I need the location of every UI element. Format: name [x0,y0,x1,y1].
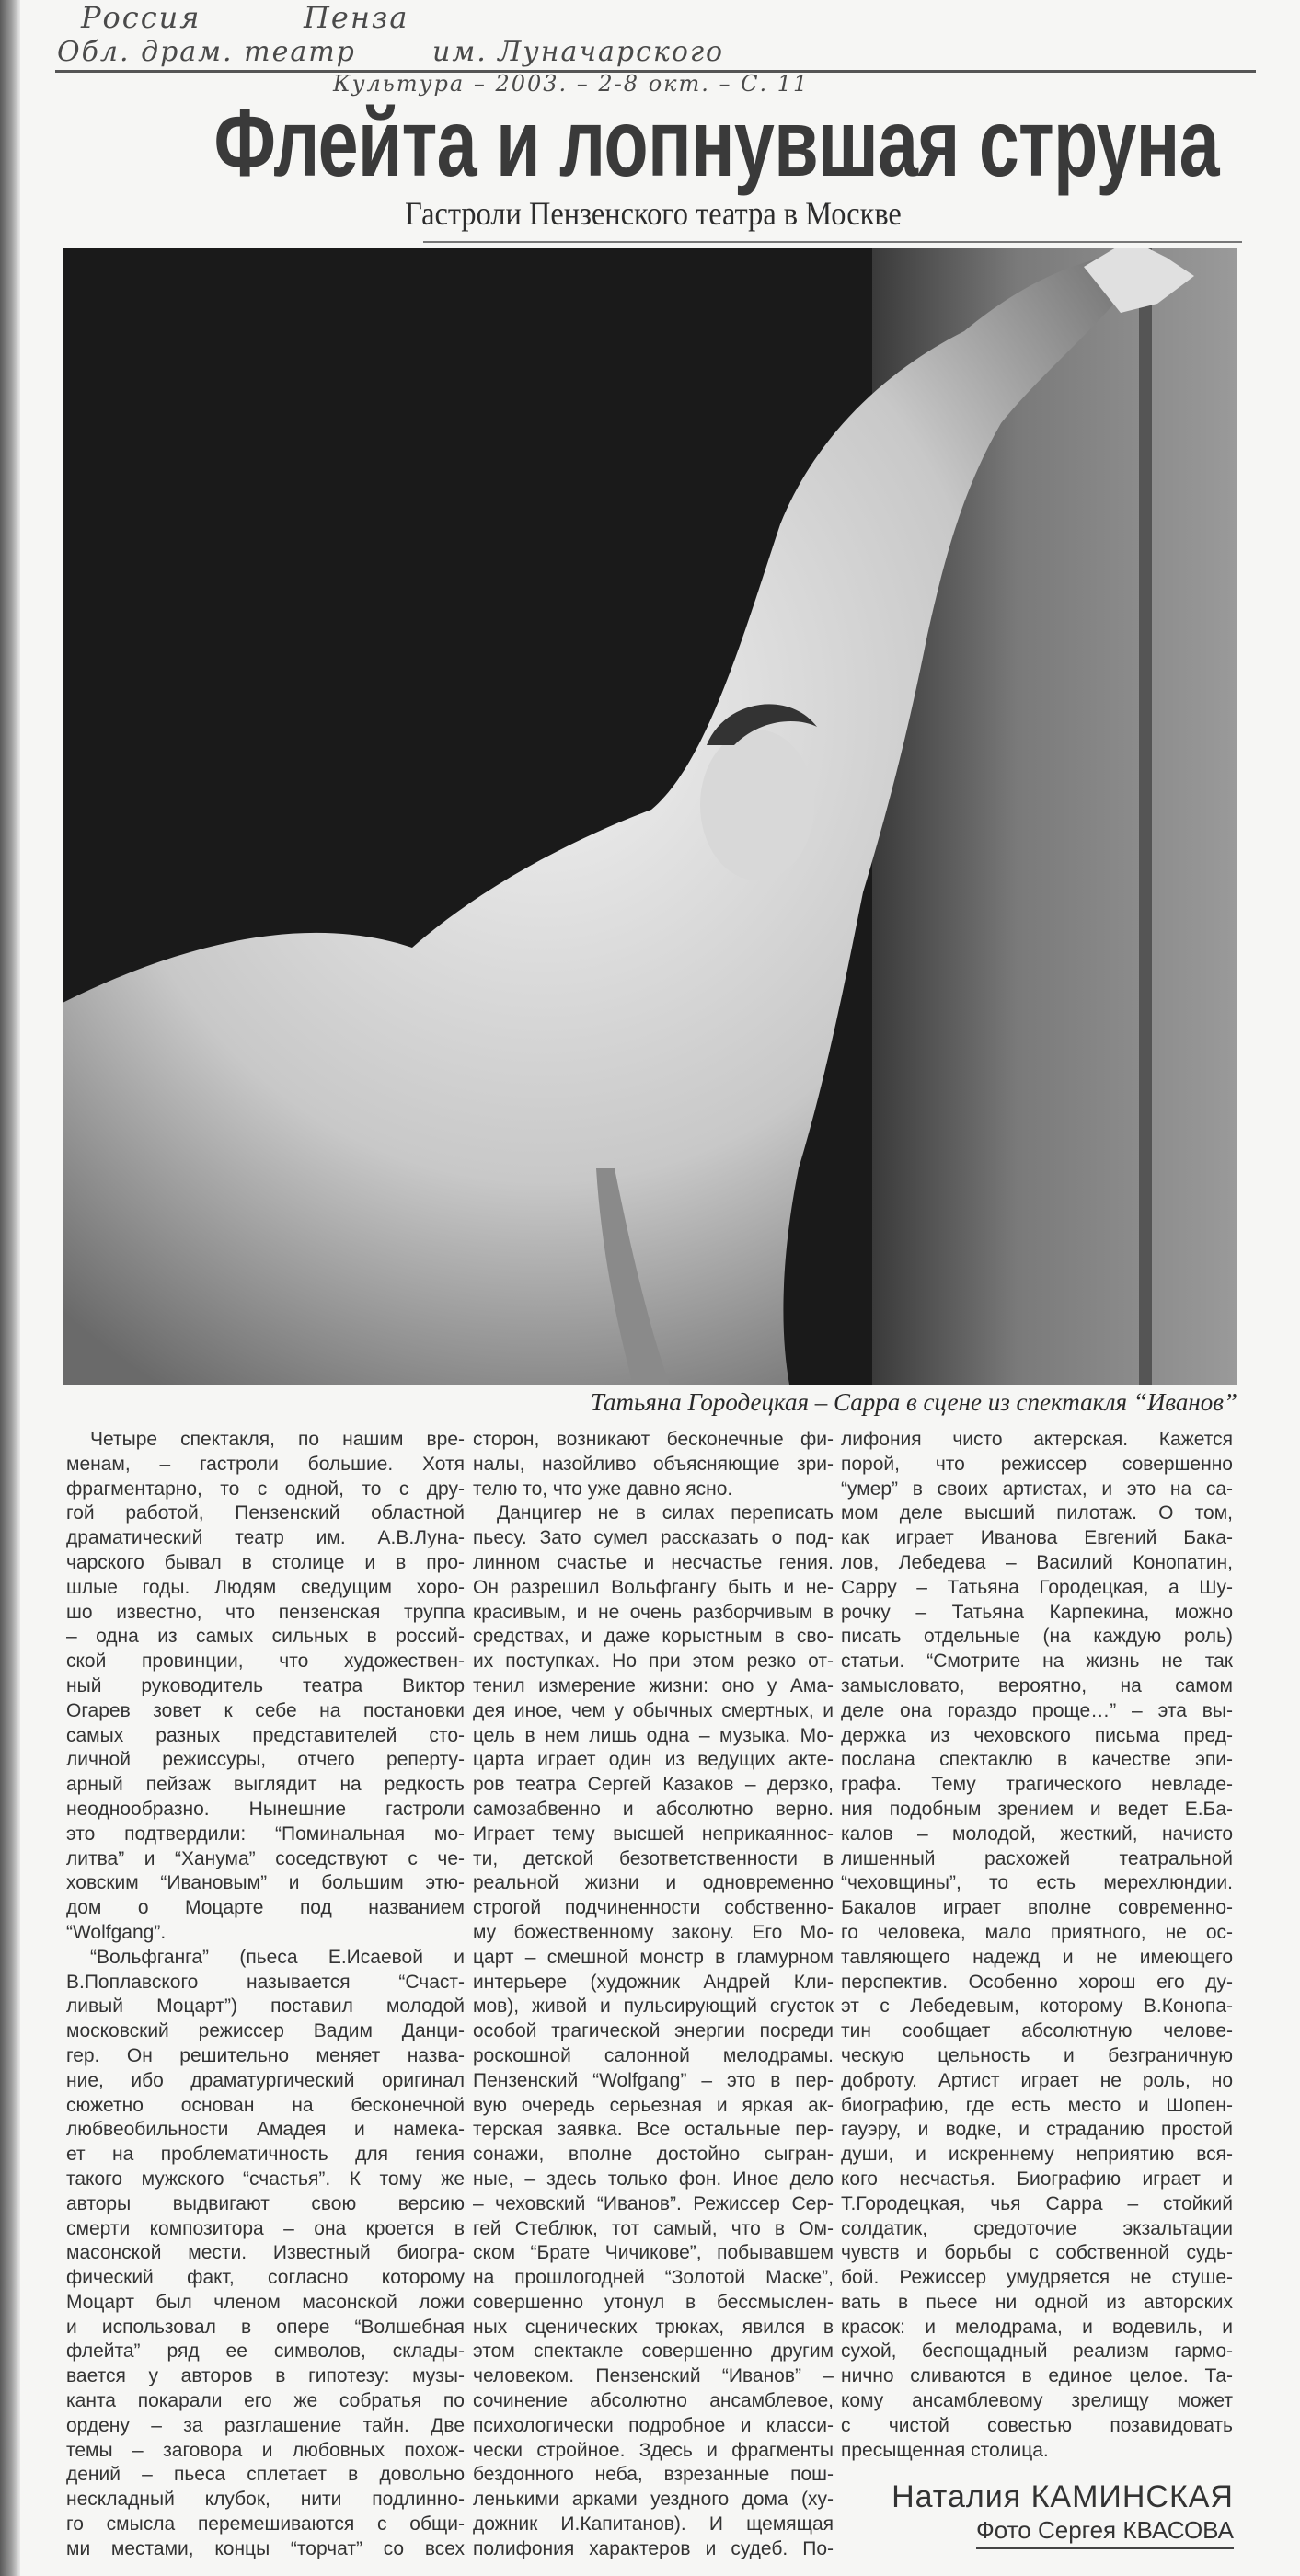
text-line: гауэру, и водке, и страданию простой [841,2119,1233,2141]
text-line: послана спектаклю в качестве эпи- [841,1749,1233,1771]
text-line: их поступках. Но при этом резко от- [473,1650,834,1673]
article-column-2 [473,1428,834,2562]
text-line: личной режиссуры, отчего реперту- [66,1749,465,1771]
text-line: самозабвенно и абсолютно верно. [473,1798,834,1820]
text-line: цель в нем лишь одна – музыка. Мо- [473,1724,834,1746]
article-column-1 [66,1428,465,2562]
text-line: эт с Лебедевым, которому В.Конопа- [841,1995,1233,2018]
text-line: му божественному закону. Его Мо- [473,1921,834,1943]
text-line: В.Поплавского называется “Счаст- [66,1971,465,1993]
author-name: Наталия КАМИНСКАЯ [892,2479,1234,2514]
text-line: статьи. “Смотрите на жизнь не так [841,1650,1233,1673]
text-line: ние, ибо драматургический оригинал [66,2069,465,2091]
photo-actress-scene [63,248,1237,1385]
text-line: ховским “Ивановым” и большим этю- [66,1872,465,1894]
text-line: деле она гораздо проще…” – эта вы- [841,1699,1233,1721]
text-line: линном счастье и несчастье гения. [473,1551,834,1573]
text-line: пресыщенная столица. [841,2439,1049,2461]
text-line: любвеобильности Амадея и намека- [66,2119,465,2141]
text-line: ской провинции, что художествен- [66,1650,465,1673]
text-line: замысловато, вероятно, на самом [841,1674,1233,1696]
text-line: фический факт, согласно которому [66,2267,465,2289]
text-line: налы, назойливо объясняющие зри- [473,1453,834,1475]
text-line: сухой, беспощадный реализм гармо- [841,2340,1233,2363]
text-line: средствах, и даже корыстным в сво- [473,1626,834,1648]
text-line: царт – смешной монстр в гламурном [473,1946,834,1968]
text-line: авторы выдвигают свою версию [66,2192,465,2214]
text-line: ров театра Сергей Казаков – дерзко, [473,1774,834,1796]
text-line: вать в пьесе ни одной из авторских [841,2291,1233,2313]
text-line: гей Стеблюк, тот самый, что в Ом- [473,2217,834,2239]
subheadline-rule [423,241,1242,243]
text-line: этом спектакле совершенно другим [473,2340,834,2363]
text-line: ет на проблематичность для гения [66,2144,465,2166]
text-line: это подтвердили: “Поминальная мо- [66,1823,465,1845]
text-line: смерти композитора – она кроется в [66,2217,465,2239]
text-line: ные, – здесь только фон. Иное дело [473,2168,834,2190]
text-line: бездонного неба, взрезанные пош- [473,2464,834,2486]
text-line: души, и искреннему неприятию вся- [841,2144,1233,2166]
text-line: шлые годы. Людям сведущим хоро- [66,1576,465,1598]
text-line: Т.Городецкая, чья Сарра – стойкий [841,2192,1233,2214]
handwritten-theatre-name: им. Луначарского [432,36,725,68]
text-line: шо известно, что пензенская труппа [66,1601,465,1623]
text-line: Играет тему высшей неприкаяннос- [473,1823,834,1845]
text-line: нескладный клубок, нити подлинно- [66,2489,465,2511]
text-line: сочинение абсолютно ансамблевое, [473,2390,834,2412]
text-line: арный пейзаж выглядит на редкость [66,1774,465,1796]
handwritten-city: Пенза [304,0,409,35]
text-line: Огарев зовет к себе на постановки [66,1699,465,1721]
text-line: чарского бывал в столице и в про- [66,1551,465,1573]
byline [892,2478,1234,2549]
handwritten-country: Россия [81,0,201,35]
text-line: роскошной салонной мелодрамы. [473,2044,834,2066]
text-line: канта покарали его же собратья по [66,2390,465,2412]
text-line: “Вольфганга” (пьеса Е.Исаевой и [90,1946,465,1968]
text-line: Моцарт был членом масонской ложи [66,2291,465,2313]
text-line: ный руководитель театра Виктор [66,1674,465,1696]
text-line: дений – пьеса сплетает в довольно [66,2464,465,2486]
text-line: московский режиссер Вадим Данци- [66,2020,465,2042]
text-line: особой трагической энергии посреди [473,2020,834,2042]
text-line: нично сливаются в единое целое. Та- [841,2365,1233,2387]
text-line: царта играет один из ведущих акте- [473,1749,834,1771]
text-line: сюжетно основан на бесконечной [66,2094,465,2116]
photo-credit: Фото Сергея КВАСОВА [976,2515,1234,2549]
text-line: Бакалов играет вполне современно- [841,1897,1233,1919]
article-column-3 [841,1428,1233,2463]
text-line: чувств и борьбы с собственной судь- [841,2242,1233,2264]
text-line: сторон, возникают бесконечные фи- [473,1429,834,1450]
text-line: пьесу. Зато сумел рассказать о под- [473,1527,834,1549]
text-line: – одна из самых сильных в россий- [66,1626,465,1648]
text-line: держка из чеховского письма пред- [841,1724,1233,1746]
text-line: реальной жизни и одновременно [473,1872,834,1894]
handwritten-source: Культура – 2003. – 2-8 окт. – С. 11 [333,71,810,97]
text-line: интерьере (художник Андрей Кли- [473,1971,834,1993]
text-line: ти, детской безответственности в [473,1847,834,1869]
text-line: и использовал в опере “Волшебная [66,2316,465,2338]
text-line: вается у авторов в гипотезу: музы- [66,2365,465,2387]
text-line: неоднообразно. Нынешние гастроли [66,1798,465,1820]
text-line: биографию, где есть место и Шопен- [841,2094,1233,2116]
text-line: гер. Он решительно меняет назва- [66,2044,465,2066]
text-line: Сарру – Татьяна Городецкая, а Шу- [841,1576,1233,1598]
text-line: го человека, мало приятного, не ос- [841,1921,1233,1943]
article-photo [63,248,1237,1385]
subheadline: Гастроли Пензенского театра в Москве [405,195,902,232]
text-line: “Wolfgang”. [66,1921,167,1943]
text-line: калов – молодой, жесткий, начисто [841,1823,1233,1845]
text-line: строгой подчиненности собственно- [473,1897,834,1919]
text-line: масонской мести. Известный биогра- [66,2242,465,2264]
text-line: чески стройное. Здесь и фрагменты [473,2439,834,2461]
text-line: писать отдельные (на каждую роль) [841,1626,1233,1648]
text-line: гой работой, Пензенский областной [66,1502,465,1524]
text-line: литва” и “Ханума” соседствуют с че- [66,1847,465,1869]
text-line: психологически подробное и класси- [473,2414,834,2436]
text-line: такого мужского “счастья”. К тому же [66,2168,465,2190]
text-line: ния подобным зрением и ведет Е.Ба- [841,1798,1233,1820]
text-line: менам, – гастроли большие. Хотя [66,1453,465,1475]
handwritten-theatre: Обл. драм. театр [57,36,356,68]
text-line: самых разных представителей сто- [66,1724,465,1746]
text-line: кого несчастья. Биографию играет и [841,2168,1233,2190]
text-line: Данцигер не в силах переписать [497,1502,834,1524]
scan-edge-shadow [0,0,20,2576]
text-line: тавляющего надежд и не имеющего [841,1946,1233,1968]
headline: Флейта и лопнувшая струна [213,90,1219,197]
text-line: красивым, и не очень разборчивым в [473,1601,834,1623]
text-line: – чеховский “Иванов”. Режиссер Сер- [473,2192,834,2214]
text-line: терская заявка. Все остальные пер- [473,2119,834,2141]
text-line: мом деле высший пилотаж. О том, [841,1502,1233,1524]
text-line: сонажи, вполне достойно сыгран- [473,2144,834,2166]
text-line: темы – заговора и любовных похож- [66,2439,465,2461]
text-line: совершенно утонул в бессмыслен- [473,2291,834,2313]
text-line: кому ансамблевому зрелищу может [841,2390,1233,2412]
text-line: вую очередь серьезная и яркая ак- [473,2094,834,2116]
headline-container [55,90,1251,197]
text-line: “умер” в своих артистах, и это на са- [841,1478,1233,1500]
text-line: дея иное, чем у обычных смертных, и [473,1699,834,1721]
text-line: ливый Моцарт”) поставил молодой [66,1995,465,2018]
text-line: лов, Лебедева – Василий Конопатин, [841,1551,1233,1573]
text-line: мов), живой и пульсирующий сгусток [473,1995,834,2018]
text-line: графа. Тему трагического невладе- [841,1774,1233,1796]
text-line: порой, что режиссер совершенно [841,1453,1233,1475]
text-line: ленькими арками уездного дома (ху- [473,2489,834,2511]
text-line: рочку – Татьяна Карпекина, можно [841,1601,1233,1623]
text-line: бой. Режиссер умудряется не стуше- [841,2267,1233,2289]
text-line: лишенный расхожей театральной [841,1847,1233,1869]
text-line: солдатик, средоточие экзальтации [841,2217,1233,2239]
text-line: тенил измерение жизни: оно у Ама- [473,1674,834,1696]
text-line: “чеховщины”, то есть мерехлюндии. [841,1872,1233,1894]
text-line: Он разрешил Вольфгангу быть и не- [473,1576,834,1598]
text-line: полифония характеров и судеб. По- [473,2537,834,2559]
text-line: фрагментарно, то с одной, то с дру- [66,1478,465,1500]
text-line: ных сценических трюках, явился в [473,2316,834,2338]
text-line: ордену – за разглашение тайн. Две [66,2414,465,2436]
text-line: человеком. Пензенский “Иванов” – [473,2365,834,2387]
text-line: дожник И.Капитанов). И щемящая [473,2513,834,2536]
text-line: Пензенский “Wolfgang” – это в пер- [473,2069,834,2091]
text-line: на прошлогодней “Золотой Маске”, [473,2267,834,2289]
text-line: ми местами, концы “торчат” со всех [66,2537,465,2559]
text-line: доброту. Артист играет не роль, но [841,2069,1233,2091]
text-line: перспектив. Особенно хорош его ду- [841,1971,1233,1993]
text-line: красок: и мелодрама, и водевиль, и [841,2316,1233,2338]
text-line: с чистой совестью позавидовать [841,2414,1233,2436]
text-line: лифония чисто актерская. Кажется [841,1429,1233,1450]
text-line: го смысла перемешиваются с общи- [66,2513,465,2536]
text-line: телю то, что уже давно ясно. [473,1478,733,1500]
text-line: как играет Иванова Евгений Бака- [841,1527,1233,1549]
text-line: флейта” ряд ее символов, склады- [66,2340,465,2363]
photo-caption: Татьяна Городецкая – Сарра в сцене из спектакля “Иванов” [590,1388,1237,1416]
text-line: ческую цельность и безграничную [841,2044,1233,2066]
text-line: Четыре спектакля, по нашим вре- [90,1429,465,1450]
text-line: ском “Брате Чичикове”, побывавшем [473,2242,834,2264]
text-line: тин сообщает абсолютную челове- [841,2020,1233,2042]
text-line: дом о Моцарте под названием [66,1897,465,1919]
text-line: драматический театр им. А.В.Луна- [66,1527,465,1549]
